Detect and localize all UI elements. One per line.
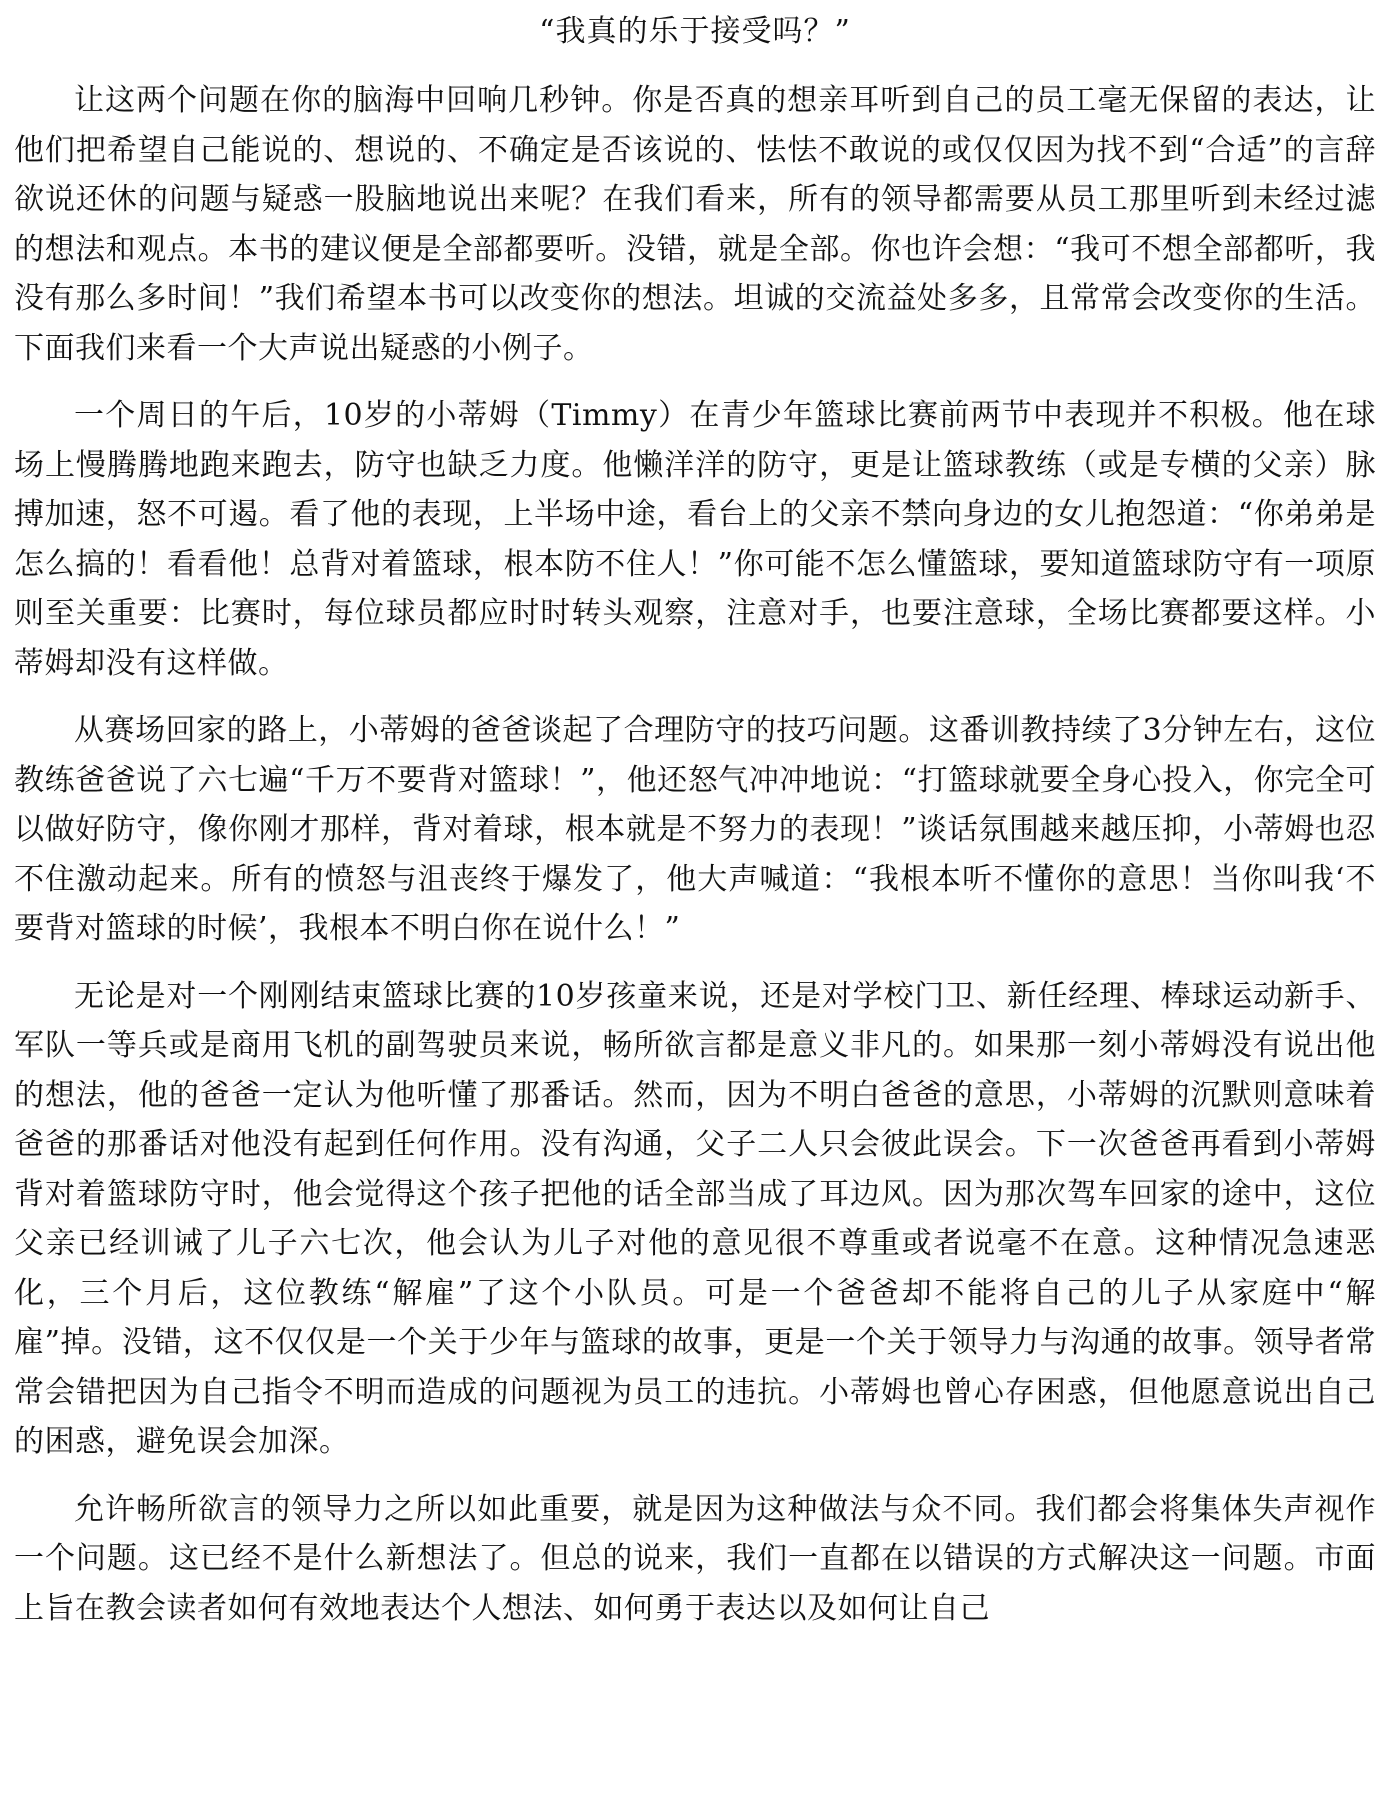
paragraph: 允许畅所欲言的领导力之所以如此重要，就是因为这种做法与众不同。我们都会将集体失声视作一个问题。这已经不是什么新想法了。但总的说来，我们一直都在以错误的方式解决这一问题。市面上旨在教会读者如何有效地表达个人想法、如何勇于表达以及如何让自己	[14, 1491, 1376, 1626]
paragraph: 无论是对一个刚刚结束篮球比赛的10岁孩童来说，还是对学校门卫、新任经理、棒球运动新手、军队一等兵或是商用飞机的副驾驶员来说，畅所欲言都是意义非凡的。如果那一刻小蒂姆没有说出他的想法，他的爸爸一定认为他听懂了那番话。然而，因为不明白爸爸的意思，小蒂姆的沉默则意味着爸爸的那番话对他没有起到任何作用。没有沟通，父子二人只会彼此误会。下一次爸爸再看到小蒂姆背对着篮球防守时，他会觉得这个孩子把他的话全部当成了耳边风。因为那次驾车回家的途中，这位父亲已经训诫了儿子六七次，他会认为儿子对他的意见很不尊重或者说毫不在意。这种情况急速恶化，三个月后，这位教练“解雇”了这个小队员。可是一个爸爸却不能将自己的儿子从家庭中“解雇”掉。没错，这不仅仅是一个关于少年与篮球的故事，更是一个关于领导力与沟通的故事。领导者常常会错把因为自己指令不明而造成的问题视为员工的违抗。小蒂姆也曾心存困惑，但他愿意说出自己的困惑，避免误会加深。	[14, 978, 1376, 1459]
paragraph: 从赛场回家的路上，小蒂姆的爸爸谈起了合理防守的技巧问题。这番训教持续了3分钟左右，这位教练爸爸说了六七遍“千万不要背对篮球！”，他还怒气冲冲地说：“打篮球就要全身心投入，你完全可以做好防守，像你刚才那样，背对着球，根本就是不努力的表现！”谈话氛围越来越压抑，小蒂姆也忍不住激动起来。所有的愤怒与沮丧终于爆发了，他大声喊道：“我根本听不懂你的意思！当你叫我‘不要背对篮球的时候’，我根本不明白你在说什么！”	[14, 713, 1376, 946]
document-page	[14, 10, 1376, 1651]
paragraph: 一个周日的午后，10岁的小蒂姆（Timmy）在青少年篮球比赛前两节中表现并不积极。他在球场上慢腾腾地跑来跑去，防守也缺乏力度。他懒洋洋的防守，更是让篮球教练（或是专横的父亲）脉搏加速，怒不可遏。看了他的表现，上半场中途，看台上的父亲不禁向身边的女儿抱怨道：“你弟弟是怎么搞的！看看他！总背对着篮球，根本防不住人！”你可能不怎么懂篮球，要知道篮球防守有一项原则至关重要：比赛时，每位球员都应时时转头观察，注意对手，也要注意球，全场比赛都要这样。小蒂姆却没有这样做。	[14, 398, 1376, 681]
page-title: “我真的乐于接受吗？”	[539, 14, 851, 49]
paragraph: 让这两个问题在你的脑海中回响几秒钟。你是否真的想亲耳听到自己的员工毫无保留的表达，让他们把希望自己能说的、想说的、不确定是否该说的、怯怯不敢说的或仅仅因为找不到“合适”的言辞欲说还休的问题与疑惑一股脑地说出来呢？在我们看来，所有的领导都需要从员工那里听到未经过滤的想法和观点。本书的建议便是全部都要听。没错，就是全部。你也许会想：“我可不想全部都听，我没有那么多时间！”我们希望本书可以改变你的想法。坦诚的交流益处多多，且常常会改变你的生活。下面我们来看一个大声说出疑惑的小例子。	[14, 83, 1376, 366]
